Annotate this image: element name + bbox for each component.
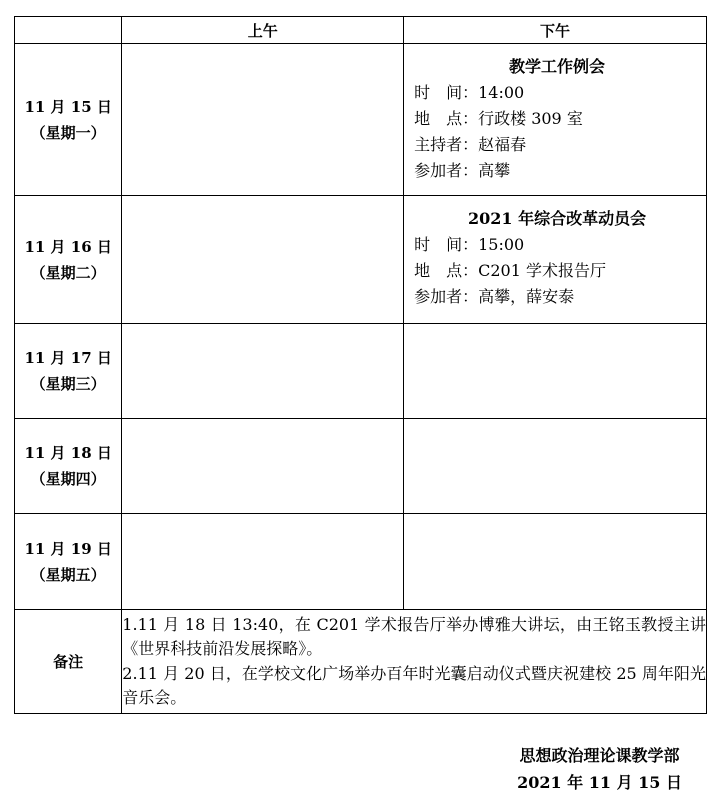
- meeting-title: 教学工作例会: [509, 57, 606, 76]
- pm-cell: [404, 514, 707, 610]
- meeting-location: 地 点：行政楼 309 室: [414, 109, 583, 128]
- meeting-host: 主持者：赵福春: [414, 135, 527, 154]
- date-cell: [15, 196, 122, 324]
- header-row: [15, 17, 707, 44]
- date-label: 11 月 16 日: [24, 237, 112, 256]
- notes-label: 备注: [15, 610, 122, 714]
- meeting-time: 时 间：15:00: [414, 235, 525, 254]
- am-cell: [122, 514, 404, 610]
- header-pm: 下午: [404, 17, 707, 44]
- am-cell: [122, 44, 404, 196]
- header-am: 上午: [122, 17, 404, 44]
- header-blank-cell: [15, 17, 122, 44]
- footer-signature: [517, 742, 682, 796]
- weekday-label: （星期二）: [30, 263, 106, 282]
- pm-cell: [404, 419, 707, 514]
- date-label: 11 月 15 日: [24, 97, 112, 116]
- meeting-location: 地 点：C201 学术报告厅: [414, 261, 606, 280]
- table-row: [15, 196, 707, 324]
- date-cell: [15, 44, 122, 196]
- table-row: [15, 514, 707, 610]
- meeting-title: 2021 年综合改革动员会: [468, 209, 647, 228]
- am-cell: [122, 419, 404, 514]
- weekday-label: （星期一）: [30, 123, 106, 142]
- table-row: [15, 419, 707, 514]
- meeting-block: [404, 44, 706, 190]
- date-cell: [15, 419, 122, 514]
- weekday-label: （星期五）: [30, 565, 106, 584]
- department-name: 思想政治理论课教学部: [519, 746, 680, 765]
- date-label: 11 月 17 日: [24, 349, 112, 367]
- am-cell: [122, 196, 404, 324]
- meeting-block: [404, 196, 706, 316]
- notes-cell: [122, 610, 707, 714]
- am-cell: [122, 324, 404, 419]
- weekday-label: （星期三）: [30, 375, 106, 393]
- meeting-time: 时 间：14:00: [414, 83, 525, 102]
- pm-cell: [404, 44, 707, 196]
- date-cell: [15, 514, 122, 610]
- meeting-attendees: 参加者：高攀: [414, 161, 511, 180]
- notes-row: [15, 610, 707, 714]
- meeting-attendees: 参加者：高攀，薛安泰: [414, 287, 575, 306]
- weekly-schedule-table: [14, 16, 707, 714]
- note-item: 1.11 月 18 日 13:40，在 C201 学术报告厅举办博雅大讲坛，由王铭玉教授主讲《世界科技前沿发展探略》。: [122, 614, 706, 658]
- note-item: 2.11 月 20 日，在学校文化广场举办百年时光囊启动仪式暨庆祝建校 25 周年阳光音乐会。: [122, 663, 706, 707]
- date-label: 11 月 18 日: [24, 444, 112, 462]
- weekday-label: （星期四）: [30, 470, 106, 488]
- pm-cell: [404, 324, 707, 419]
- table-row: [15, 324, 707, 419]
- date-label: 11 月 19 日: [24, 539, 112, 558]
- date-cell: [15, 324, 122, 419]
- table-row: [15, 44, 707, 196]
- pm-cell: [404, 196, 707, 324]
- issue-date: 2021 年 11 月 15 日: [517, 773, 682, 792]
